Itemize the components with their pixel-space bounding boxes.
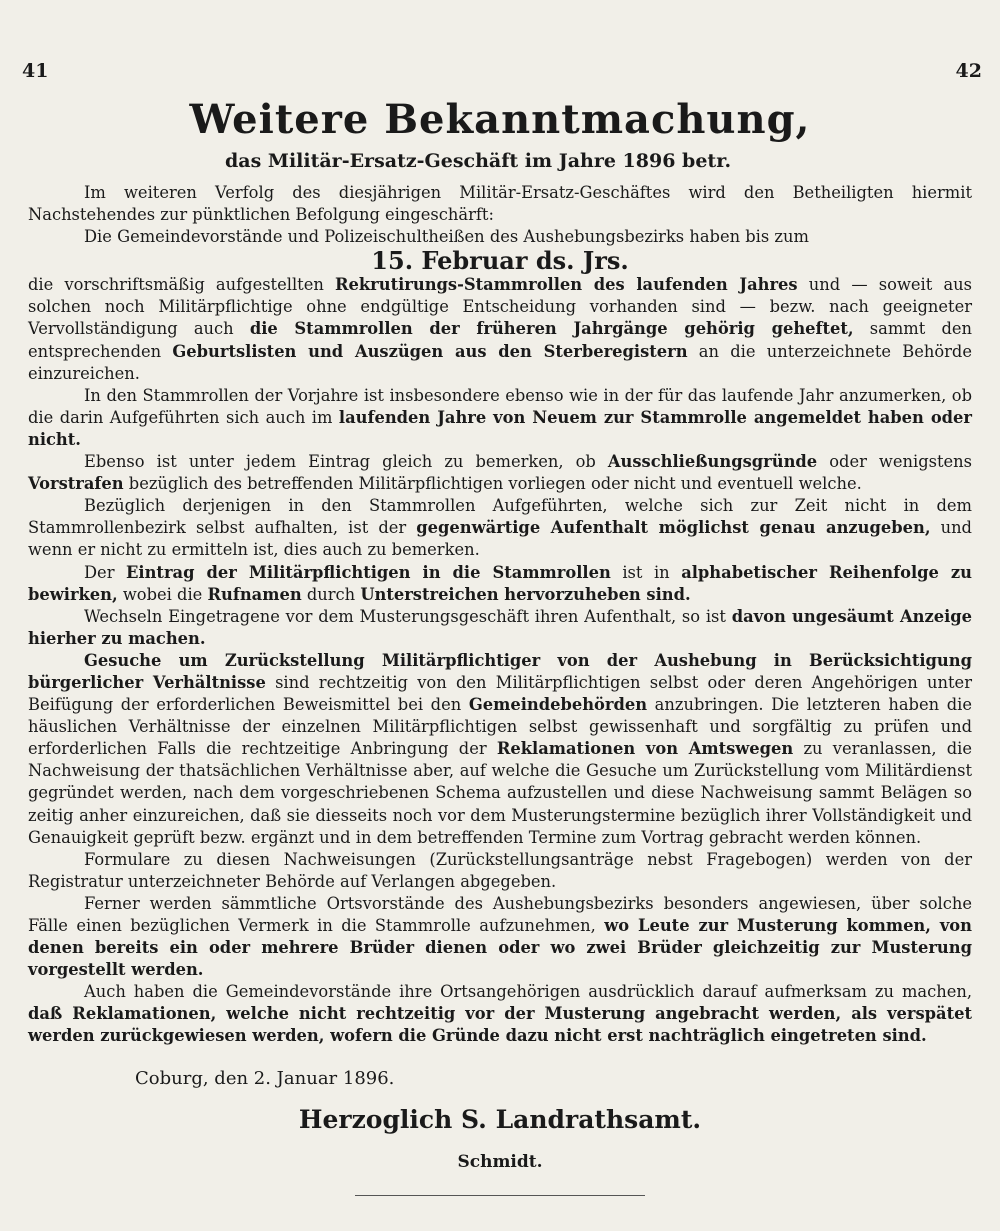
- place-date: Coburg, den 2. Januar 1896.: [135, 1068, 395, 1089]
- paragraph-formulare: Formulare zu diesen Nachweisungen (Zurückstellungsanträge nebst Fragebogen) werden von der Registratur unterzeichneter Behörde auf Verlangen abgegeben.: [28, 849, 972, 891]
- document-body: [28, 182, 972, 1048]
- paragraph-ortsvorstaende: Ferner werden sämmtliche Ortsvorstände des Aushebungsbezirks besonders angewiesen, über solche Fälle einen bezüglichen Vermerk in die Stammrolle aufzunehmen, wo Leute zur Musterung kommen, von denen bereits ein oder mehrere Brüder dienen oder wo zwei Brüder gleichzeitig zur Musterung vorgestellt werden.: [28, 893, 972, 980]
- paragraph-eintrag: Der Eintrag der Militärpflichtigen in die Stammrollen ist in alphabetischer Reihenfolge zu bewirken, wobei die Rufnamen durch Unterstreichen hervorzuheben sind.: [28, 562, 973, 604]
- paragraph-vorjahre: In den Stammrollen der Vorjahre ist insbesondere ebenso wie in der für das laufende Jahr anzumerken, ob die darin Aufgeführten sich auch im laufenden Jahre von Neuem zur Stammrolle angemeldet haben oder nicht.: [28, 385, 972, 449]
- document-title: Weitere Bekanntmachung,: [189, 96, 811, 143]
- page-number-left: 41: [22, 60, 49, 82]
- paragraph-aufenthalt: Bezüglich derjenigen in den Stammrollen Aufgeführten, welche sich zur Zeit nicht in dem Stammrollenbezirk selbst aufhalten, ist der gegenwärtige Aufenthalt möglichst genau anzugeben, und wenn er nicht zu ermitteln ist, dies auch zu bemerken.: [28, 496, 972, 560]
- page-number-right: 42: [955, 60, 982, 82]
- paragraph-ausschliessung: Ebenso ist unter jedem Eintrag gleich zu bemerken, ob Ausschließungsgründe oder wenigstens Vorstrafen bezüglich des betreffenden Militärpflichtigen vorliegen oder nicht und eventuell welche.: [28, 452, 972, 494]
- paragraph-stammrollen: die vorschriftsmäßig aufgestellten Rekrutirungs-Stammrollen des laufenden Jahres und — soweit aus solchen noch Militärpflichtige ohne endgültige Entscheidung vorhanden sind — bezw. nach geeigneter Vervollständigung auch die Stammrollen der früheren Jahrgänge gehörig geheftet, sammt den entsprechenden Geburtslisten und Auszügen aus den Sterberegistern an die unterzeichnete Behörde einzureichen.: [28, 275, 972, 383]
- paragraph-intro: Im weiteren Verfolg des diesjährigen Militär-Ersatz-Geschäftes wird den Betheiligten hiermit Nachstehendes zur pünktlichen Befolgung eingeschärft:: [28, 183, 972, 225]
- paragraph-reklamationen: Auch haben die Gemeindevorstände ihre Ortsangehörigen ausdrücklich darauf aufmerksam zu machen, daß Reklamationen, welche nicht rechtzeitig vor der Musterung angebracht werden, als verspätet werden zurückgewiesen werden, wofern die Gründe dazu nicht erst nachträglich eingetreten sind.: [28, 982, 972, 1046]
- paragraph-gesuche: Gesuche um Zurückstellung Militärpflichtiger von der Aushebung in Berücksichtigung bürgerlicher Verhältnisse sind rechtzeitig von den Militärpflichtigen selbst oder deren Angehörigen unter Beifügung der erforderlichen Beweismittel bei den Gemeindebehörden anzubringen. Die letzteren haben die häuslichen Verhältnisse der einzelnen Militärpflichtigen selbst gewissenhaft und sorgfältig zu prüfen und erforderlichen Falls die rechtzeitige Anbringung der Reklamationen von Amtswegen zu veranlassen, die Nachweisung der thatsächlichen Verhältnisse aber, auf welche die Gesuche um Zurückstellung vom Militärdienst gegründet werden, nach dem vorgeschriebenen Schema aufzustellen und diese Nachweisung sammt Belägen so zeitig anher einzureichen, daß sie diesseits noch vor dem Musterungstermine bezüglich ihrer Vollständigkeit und Genauigkeit geprüft bezw. ergänzt und in dem betreffenden Termine zum Vortrag gebracht werden können.: [28, 650, 972, 847]
- issuing-authority: Herzoglich S. Landrathsamt.: [298, 1105, 702, 1134]
- bottom-rule: [355, 1195, 645, 1196]
- document-subtitle: das Militär-Ersatz-Geschäft im Jahre 1896 betr.: [225, 150, 732, 172]
- signer-name: Schmidt.: [457, 1152, 543, 1172]
- paragraph-wechsel: Wechseln Eingetragene vor dem Musterungsgeschäft ihren Aufenthalt, so ist davon ungesäumt Anzeige hierher zu machen.: [28, 606, 972, 648]
- deadline-date: 15. Februar ds. Jrs.: [371, 246, 629, 276]
- paragraph-deadline: Die Gemeindevorstände und Polizeischultheißen des Aushebungsbezirks haben bis zum: [84, 227, 809, 247]
